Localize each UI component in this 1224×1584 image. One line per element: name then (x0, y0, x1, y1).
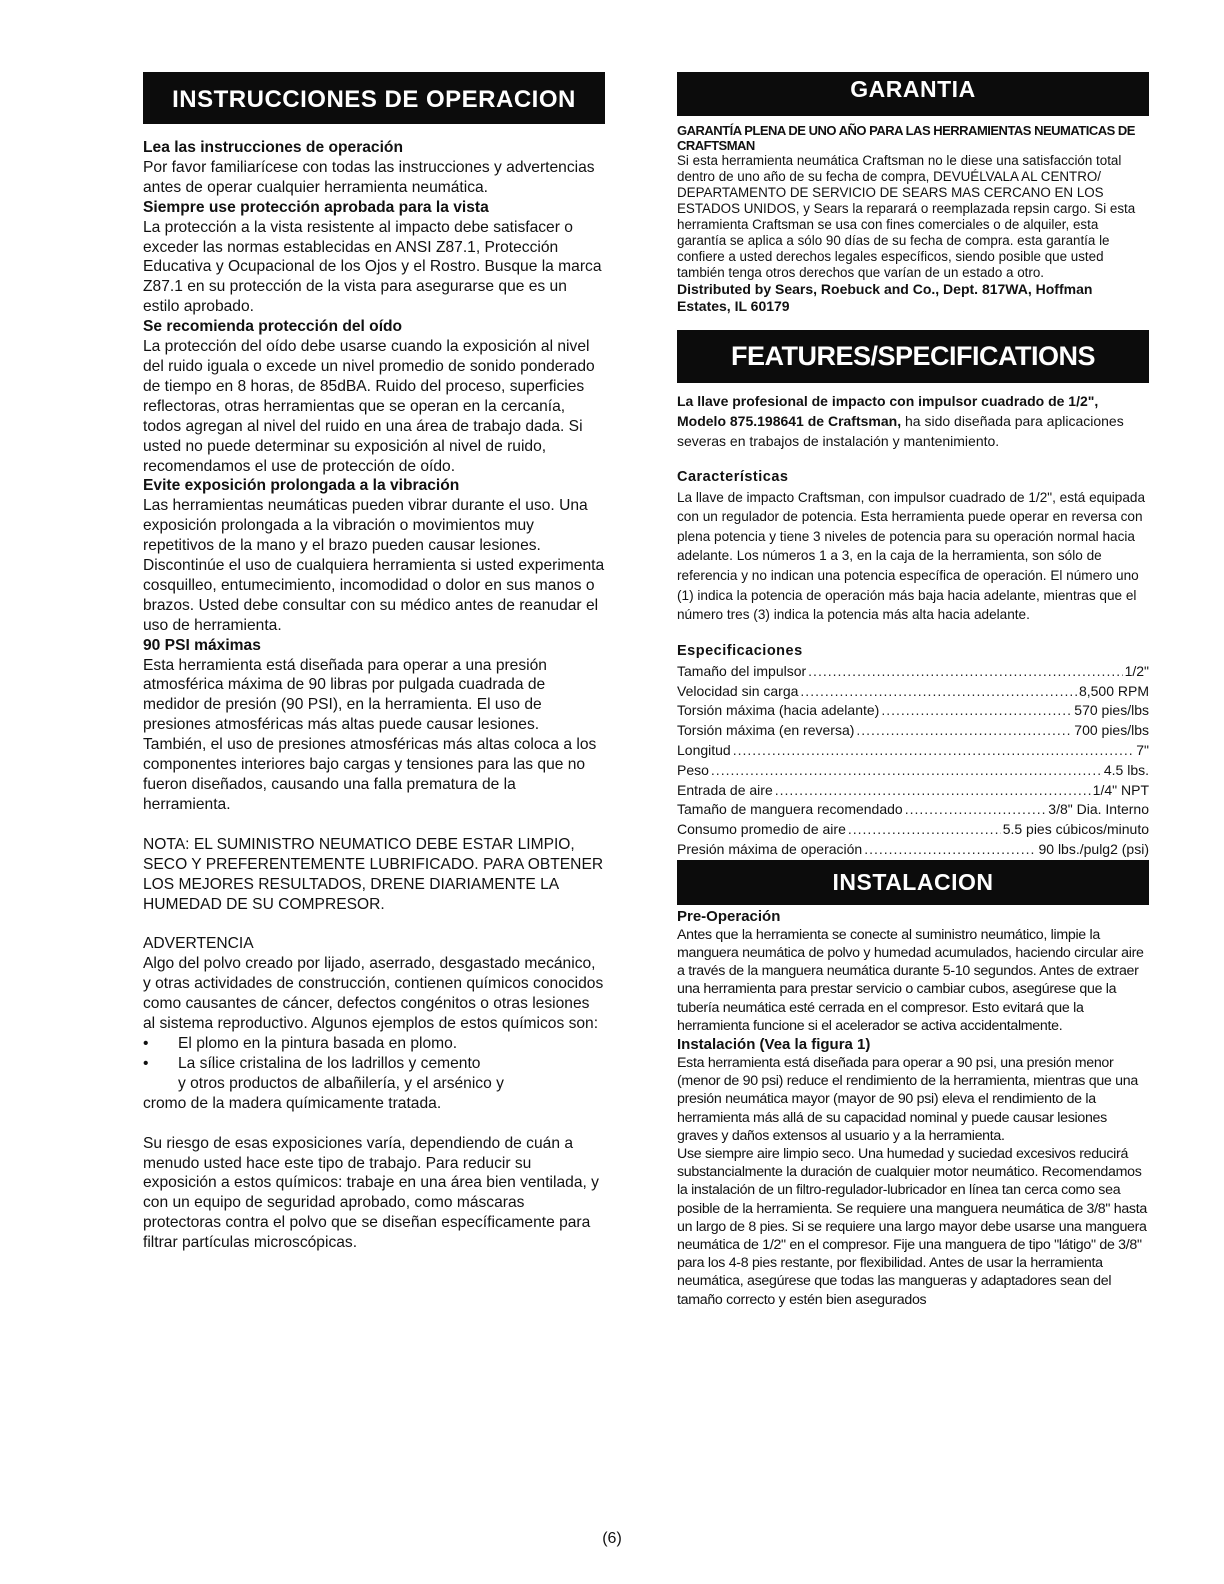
read-instructions-heading: Lea las instrucciones de operación (143, 139, 403, 156)
features-intro-bold: La llave profesional de impacto con impulsor cuadrado de 1/2", Modelo 875.198641 de Craftsman, (677, 392, 1099, 429)
eye-protection-text: La protección a la vista resistente al impacto debe satisfacer o exceder las normas establecidas en ANSI Z87.1, Protección Educativa y Ocupacional de los Ojos y el Rostro. Busque la marca Z87.1 en su protección de la vista para asegurarse que es un estilo aprobado. (143, 218, 602, 316)
features-banner: FEATURES/SPECIFICATIONS (677, 330, 1149, 383)
spec-row (677, 701, 1149, 721)
list-item: • La sílice cristalina de los ladrillos y cemento (143, 1054, 605, 1074)
spec-row (677, 662, 1149, 682)
warning-text: Algo del polvo creado por lijado, aserrado, desgastado mecánico, y otras actividades de construcción, contienen químicos conocidos como causantes de cáncer, defectos congénitos o otras lesiones al sistema reproductivo. Algunos ejemplos de estos químicos son: (143, 955, 604, 1033)
spec-label: Consumo promedio de aire (677, 821, 846, 838)
air-supply-note: NOTA: EL SUMINISTRO NEUMATICO DEBE ESTAR LIMPIO, SECO Y PREFERENTEMENTE LUBRIFICADO. PARA OBTENER LOS MEJORES RESULTADOS, DRENE DIARIAMENTE LA HUMEDAD DE SU COMPRESOR. (143, 835, 604, 913)
spec-row (677, 741, 1149, 761)
features-intro-rest: ha sido diseñada para aplicaciones severas en trabajos de instalación y mantenimiento. (677, 412, 1124, 449)
spec-label: Velocidad sin carga (677, 682, 799, 699)
list-tail: cromo de la madera químicamente tratada. (143, 1094, 442, 1112)
spec-label: Tamaño del impulsor (677, 662, 807, 679)
spec-value: 7" (1136, 742, 1149, 758)
left-column (143, 72, 605, 1253)
spec-label: Peso (677, 761, 709, 778)
spec-row (677, 721, 1149, 741)
characteristics-text: La llave de impacto Craftsman, con impulsor cuadrado de 1/2", está equipada con un regulador de potencia. Esta herramienta puede operar en reversa con plena potencia y tiene 3 niveles de potencia para su operación normal hacia adelante. Los números 1 a 3, en la caja de la herramienta, son sólo de referencia y no indican una potencia específica de operación. El número uno (1) indica la potencia de operación más baja hacia adelante, mientras que el número tres (3) indica la potencia más alta hacia adelante. (677, 489, 1146, 623)
spec-value: 5.5 pies cúbicos/minuto (1002, 821, 1149, 838)
spec-row (677, 781, 1149, 801)
installation-text-1: Esta herramienta está diseñada para operar a 90 psi, una presión menor (menor de 90 psi) reduce el rendimiento de la herramienta, mientras que una presión neumática mayor (mayor de 90 psi) eleva el rendimiento de la herramienta más allá de su capacidad nominal y puede causar lesiones graves y daños extensos al usuario y a la herramienta. (677, 1055, 1138, 1144)
spec-row (677, 840, 1149, 860)
list-item-continuation: y otros productos de albañilería, y el arsénico y (178, 1074, 504, 1092)
eye-protection-heading: Siempre use protección aprobada para la vista (143, 198, 489, 216)
installation-banner: INSTALACION (677, 860, 1149, 905)
distributor-text: Distributed by Sears, Roebuck and Co., Dept. 817WA, Hoffman Estates, IL 60179 (677, 280, 1093, 314)
spec-value: 8,500 RPM (1078, 682, 1149, 699)
spec-row (677, 761, 1149, 781)
spec-value: 1/2" (1124, 662, 1149, 679)
installation-text-2: Use siempre aire limpio seco. Una humedad y suciedad excesivos reducirá substancialmente la duración de cualquier motor neumático. Recomendamos la instalación de un filtro-regulador-lubricador en línea tan cerca como sea posible de la herramienta. Se requiere una manguera neumática de 3/8" hasta un largo de 8 pies. Si se requiere una largo mayor debe usarse una manguera neumática de 1/2" en el compresor. Fije una manguera de tipo "látigo" de 3/8" para los 4-8 pies restante, por flexibilidad. Antes de usar la herramienta neumática, asegúrese que todas las mangueras y adaptadores sean del tamaño correcto y estén bien asegurados (677, 1146, 1147, 1308)
spec-value: 700 pies/lbs (1074, 722, 1149, 739)
risk-text: Su riesgo de esas exposiciones varía, dependiendo de cuán a menudo usted hace este tipo de trabajo. Para reducir su exposición a estos químicos: trabaje en una área bien ventilada, y con un equipo de seguridad aprobado, como máscaras protectoras contra el polvo que se diseñan específicamente para filtrar partículas microscópicas. (143, 1134, 599, 1252)
max-psi-heading: 90 PSI máximas (143, 636, 261, 654)
spec-row (677, 682, 1149, 702)
vibration-heading: Evite exposición prolongada a la vibración (143, 477, 460, 495)
right-column (677, 72, 1149, 1309)
spec-label: Torsión máxima (hacia adelante) (677, 702, 880, 719)
page-number: (6) (602, 1530, 622, 1547)
specifications-list (677, 662, 1149, 860)
operation-instructions-banner: INSTRUCCIONES DE OPERACION (143, 72, 605, 124)
pre-operation-heading: Pre-Operación (677, 907, 781, 925)
warranty-text: Si esta herramienta neumática Craftsman no le diese una satisfacción total dentro de uno año de su fecha de compra, DEVUÉLVALA AL CENTRO/ DEPARTAMENTO DE SERVICIO DE SEARS MAS CERCANO EN LOS ESTADOS UNIDOS, y Sears la reparará o reemplazada repsin cargo. Si esta herramienta Craftsman se usa con fines comerciales o de alquiler, esta garantía se aplica a sólo 90 días de su fecha de compra. esta garantía le confiere a usted derechos legales específicos, siendo posible que usted también tenga otros derechos que varían de un estado a otro. (677, 153, 1136, 280)
installation-heading: Instalación (Vea la figura 1) (677, 1036, 871, 1053)
ear-protection-heading: Se recomienda protección del oído (143, 318, 403, 336)
spec-row (677, 820, 1149, 840)
warranty-banner: GARANTIA (677, 72, 1149, 116)
spec-label: Entrada de aire (677, 781, 773, 798)
ear-protection-text: La protección del oído debe usarse cuando la exposición al nivel del ruido iguala o excede un nivel promedio de sonido ponderado de tiempo en 8 horas, de 85dBA. Ruido del proceso, superficies reflectoras, otras herramientas que se operan en la cercanía, todos agregan al nivel del ruido en una área de trabajo dada. Si usted no puede determinar su exposición al nivel de ruido, recomendamos el use de protección de oído. (143, 338, 595, 475)
characteristics-title: Características (677, 468, 789, 485)
spec-value: 4.5 lbs. (1103, 761, 1149, 778)
warning-title: ADVERTENCIA (143, 935, 254, 953)
spec-row (677, 800, 1149, 820)
spec-value: 1/4" NPT (1092, 781, 1149, 798)
spec-label: Torsión máxima (en reversa) (677, 722, 855, 739)
spec-value: 90 lbs./pulg2 (psi) (1038, 840, 1149, 857)
chemical-list (143, 1034, 605, 1074)
spec-label: Presión máxima de operación (677, 840, 863, 857)
warranty-heading: GARANTÍA PLENA DE UNO AÑO PARA LAS HERRAMIENTAS NEUMATICAS DE CRAFTSMAN (677, 123, 1135, 154)
specifications-title: Especificaciones (677, 642, 803, 659)
vibration-text: Las herramientas neumáticas pueden vibrar durante el uso. Una exposición prolongada a la vibración o movimientos muy repetitivos de la mano y el brazo pueden causar lesiones. Discontinúe el uso de cualquiera herramienta si usted experimenta cosquilleo, entumecimiento, incomodidad o dolor en sus manos o brazos. Usted debe consultar con su médico antes de reanudar el uso de herramienta. (143, 497, 605, 634)
max-psi-text: Esta herramienta está diseñada para operar a una presión atmosférica máxima de 90 libras por pulgada cuadrada de medidor de presión (90 PSI), en la herramienta. El uso de presiones atmosféricas más altas puede causar lesiones. También, el uso de presiones atmosféricas más altas coloca a los componentes interiores bajo cargas y tensiones para las que no fueron diseñados, causando una falla prematura de la herramienta. (143, 656, 597, 813)
features-intro (677, 391, 1149, 451)
list-item: • El plomo en la pintura basada en plomo. (143, 1034, 605, 1054)
spec-value: 570 pies/lbs (1074, 702, 1149, 719)
spec-label: Tamaño de manguera recomendado (677, 801, 903, 818)
read-instructions-text: Por favor familiarícese con todas las instrucciones y advertencias antes de operar cualquier herramienta neumática. (143, 158, 595, 196)
spec-value: 3/8" Dia. Interno (1048, 801, 1149, 818)
pre-operation-text: Antes que la herramienta se conecte al suministro neumático, limpie la manguera neumática de polvo y humedad acumulados, haciendo circular aire a través de la manguera neumática durante 5-10 segundos. Antes de extraer una herramienta para prestar servicio o cambiar cubos, asegúrese que la tubería neumática esté cerrada en el compresor. Esto evitará que la herramienta funcione si el acelerador se activa accidentalmente. (677, 926, 1144, 1034)
spec-label: Longitud (677, 742, 731, 758)
